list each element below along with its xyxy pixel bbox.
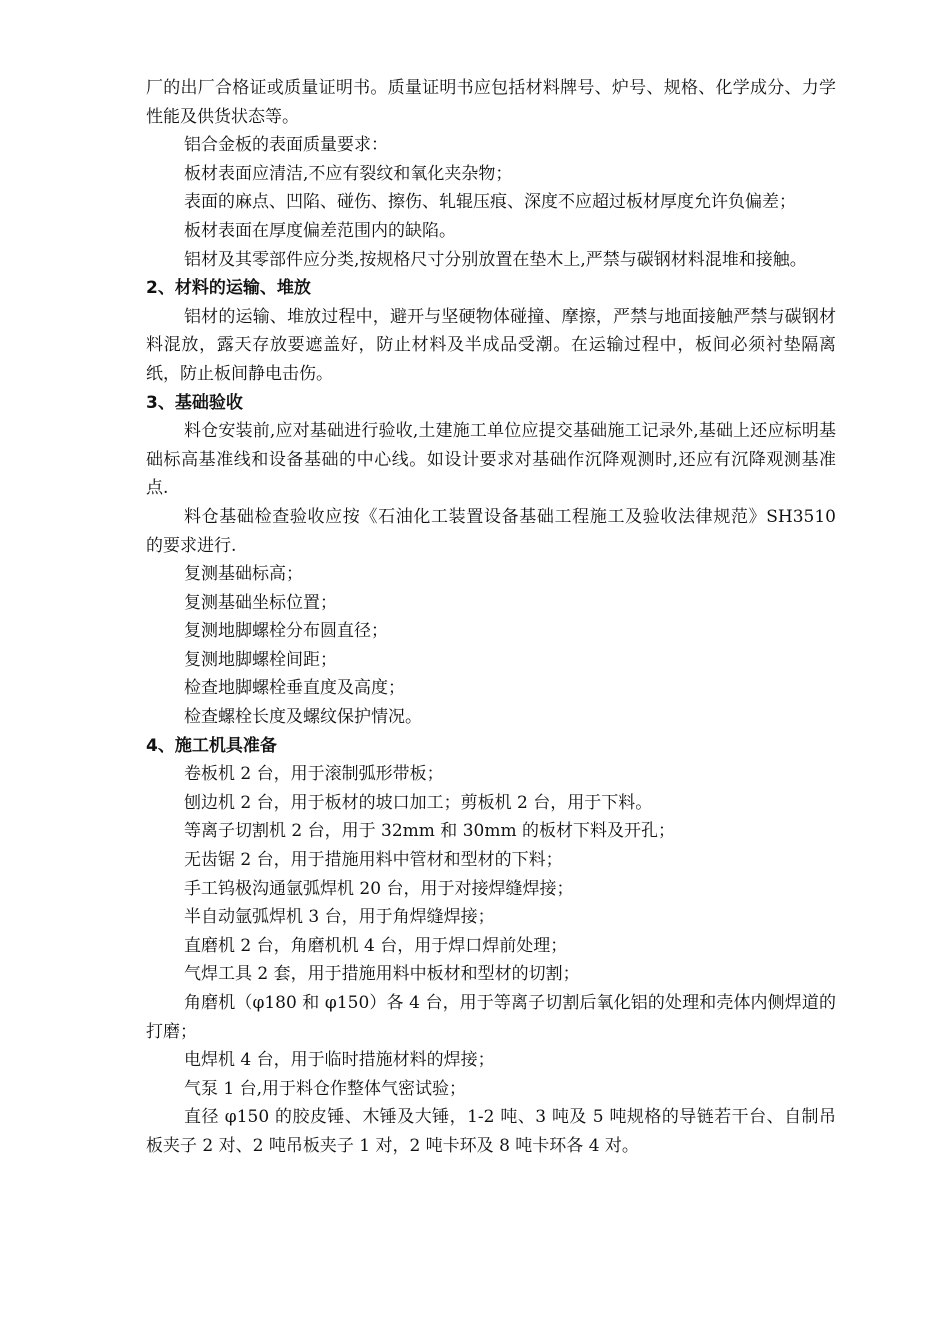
foundation-check-list — [146, 560, 836, 732]
equipment-list — [146, 760, 836, 1160]
list-item: 电焊机 4 台，用于临时措施材料的焊接； — [184, 1050, 495, 1071]
list-item: 刨边机 2 台，用于板材的坡口加工；剪板机 2 台，用于下料。 — [184, 792, 653, 813]
list-item: 复测基础标高； — [184, 564, 303, 585]
list-item: 复测地脚螺栓分布圆直径； — [184, 621, 388, 642]
paragraph-surface-quality: 铝合金板的表面质量要求： — [184, 135, 388, 156]
paragraph-certificate: 厂的出厂合格证或质量证明书。质量证明书应包括材料牌号、炉号、规格、化学成分、力学性能及供货状态等。 — [146, 78, 836, 127]
list-item: 复测基础坐标位置； — [184, 592, 337, 613]
list-item: 直磨机 2 台，角磨机机 4 台，用于焊口焊前处理； — [184, 935, 568, 956]
paragraph-transport: 铝材的运输、堆放过程中，避开与坚硬物体碰撞、摩擦，严禁与地面接触严禁与碳钢材料混放，露天存放要遮盖好，防止材料及半成品受潮。在运输过程中，板间必须衬垫隔离纸，防止板间静电击伤。 — [146, 306, 836, 384]
document-body — [146, 74, 836, 1161]
section-heading-transport: 2、材料的运输、堆放 — [146, 278, 311, 299]
list-item: 直径 φ150 的胶皮锤、木锤及大锤，1-2 吨、3 吨及 5 吨规格的导链若干台、自制吊板夹子 2 对、2 吨吊板夹子 1 对，2 吨卡环及 8 吨卡环各 4 对。 — [146, 1107, 836, 1156]
paragraph-storage-rules: 铝材及其零部件应分类,按规格尺寸分别放置在垫木上,严禁与碳钢材料混堆和接触。 — [184, 249, 807, 270]
list-item: 检查螺栓长度及螺纹保护情况。 — [184, 707, 422, 728]
list-item: 角磨机（φ180 和 φ150）各 4 台，用于等离子切割后氧化铝的处理和壳体内侧焊道的打磨； — [146, 993, 836, 1042]
section-heading-equipment: 4、施工机具准备 — [146, 735, 277, 756]
list-item: 等离子切割机 2 台，用于 32mm 和 30mm 的板材下料及开孔； — [184, 821, 675, 842]
paragraph-foundation-standard: 料仓基础检查验收应按《石油化工装置设备基础工程施工及验收法律规范》SH3510 的要求进行. — [146, 506, 836, 556]
paragraph-surface-defects: 表面的麻点、凹陷、碰伤、擦伤、轧辊压痕、深度不应超过板材厚度允许负偏差； — [184, 192, 796, 213]
list-item: 气泵 1 台,用于料仓作整体气密试验； — [184, 1078, 467, 1099]
section-heading-foundation: 3、基础验收 — [146, 392, 243, 413]
paragraph-clean-surface: 板材表面应清洁,不应有裂纹和氧化夹杂物； — [184, 163, 513, 184]
list-item: 手工钨极沟通氩弧焊机 20 台，用于对接焊缝焊接； — [184, 878, 574, 899]
list-item: 无齿锯 2 台，用于措施用料中管材和型材的下料； — [184, 850, 563, 871]
list-item: 复测地脚螺栓间距； — [184, 649, 337, 670]
list-item: 检查地脚螺栓垂直度及高度； — [184, 678, 405, 699]
paragraph-thickness-defects: 板材表面在厚度偏差范围内的缺陷。 — [184, 220, 456, 241]
list-item: 半自动氩弧焊机 3 台，用于角焊缝焊接； — [184, 907, 495, 928]
paragraph-foundation-acceptance: 料仓安装前,应对基础进行验收,土建施工单位应提交基础施工记录外,基础上还应标明基础标高基准线和设备基础的中心线。如设计要求对基础作沉降观测时,还应有沉降观测基准点. — [146, 421, 836, 499]
list-item: 卷板机 2 台，用于滚制弧形带板； — [184, 764, 444, 785]
list-item: 气焊工具 2 套，用于措施用料中板材和型材的切割； — [184, 964, 580, 985]
